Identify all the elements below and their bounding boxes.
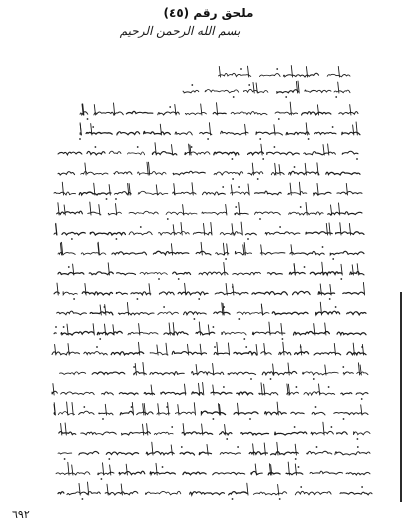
bismillah: بسم الله الرحمن الرحيم xyxy=(119,24,241,38)
handwritten-line xyxy=(183,81,350,98)
handwritten-line xyxy=(58,162,360,180)
handwritten-line xyxy=(58,262,364,280)
handwritten-line xyxy=(58,442,370,460)
handwritten-line xyxy=(54,402,368,420)
handwritten-line xyxy=(54,222,364,240)
handwritten-line xyxy=(57,302,366,320)
handwritten-line xyxy=(52,383,368,400)
handwritten-line xyxy=(54,182,362,200)
handwritten-line xyxy=(56,462,370,480)
handwritten-line xyxy=(79,122,360,140)
handwritten-line xyxy=(58,143,358,160)
appendix-title: ملحق رقم (٤٥) xyxy=(163,6,254,20)
handwritten-line xyxy=(58,482,372,500)
handwritten-line xyxy=(58,242,364,260)
handwritten-line xyxy=(59,422,370,440)
scan-edge-line xyxy=(400,292,402,502)
handwritten-line xyxy=(80,102,358,120)
page-header xyxy=(0,0,417,22)
handwritten-line xyxy=(219,66,351,77)
handwritten-line xyxy=(54,282,365,300)
handwritten-line xyxy=(60,362,369,380)
handwritten-line xyxy=(54,322,366,340)
handwritten-line xyxy=(52,342,366,355)
page-number: ٦٩٢ xyxy=(12,508,30,521)
handwritten-letter xyxy=(18,24,388,512)
handwritten-line xyxy=(57,202,362,220)
